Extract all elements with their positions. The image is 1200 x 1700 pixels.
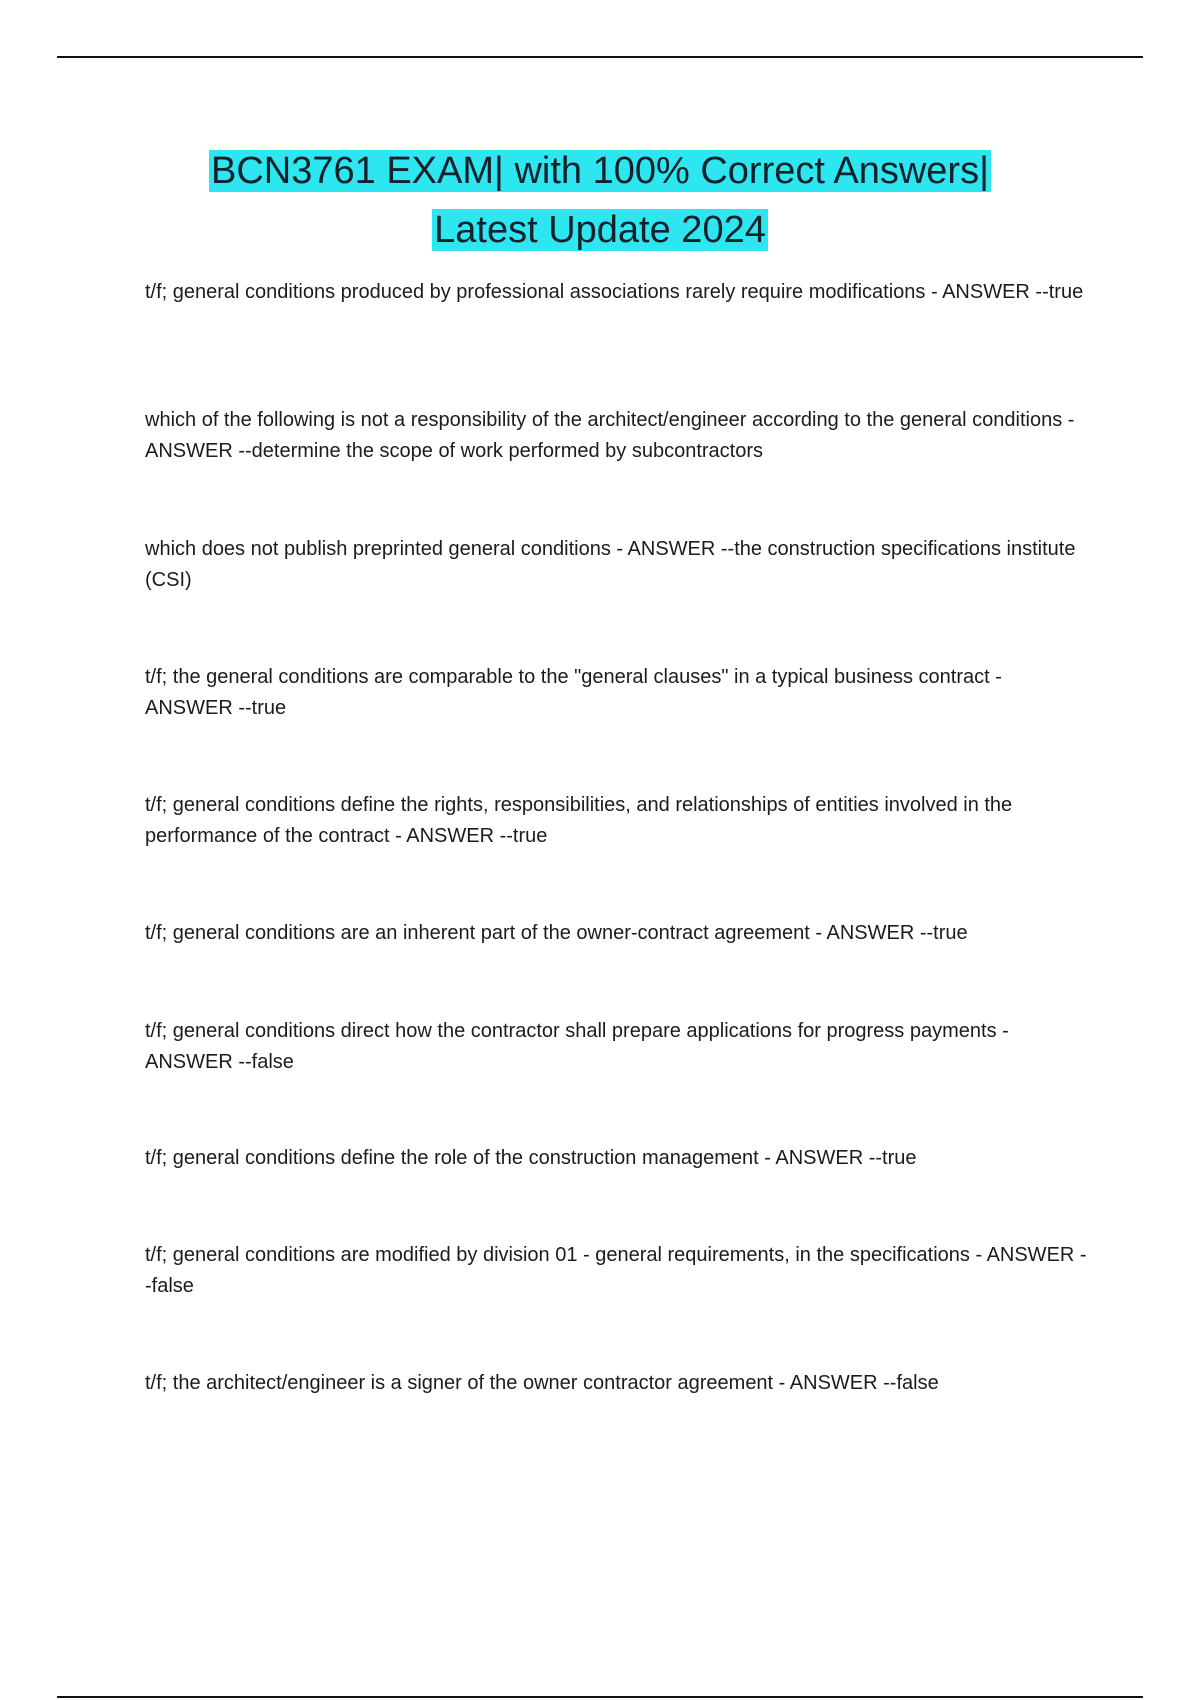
qa-item-5: t/f; general conditions define the rights, responsibilities, and relationships of entities involved in the performance of the contract - ANSWER --true [145,794,1013,847]
document-title [100,142,1100,260]
qa-item-2: which of the following is not a responsibility of the architect/engineer according to the general conditions - ANSWER --determine the scope of work performed by subcontractors [145,409,1075,462]
qa-item-9: t/f; general conditions are modified by division 01 - general requirements, in the specifications - ANSWER --false [145,1244,1087,1297]
title-line-1: BCN3761 EXAM| with 100% Correct Answers| [211,150,989,192]
qa-item-7: t/f; general conditions direct how the contractor shall prepare applications for progress payments - ANSWER --false [145,1020,1009,1073]
qa-item-8: t/f; general conditions define the role of the construction management - ANSWER --true [145,1147,917,1169]
bottom-divider [57,1696,1143,1698]
title-line-2: Latest Update 2024 [434,209,766,251]
qa-item-3: which does not publish preprinted general conditions - ANSWER --the construction specifications institute (CSI) [145,538,1076,591]
qa-item-10: t/f; the architect/engineer is a signer of the owner contractor agreement - ANSWER --false [145,1372,939,1394]
top-divider [57,56,1143,58]
qa-item-1: t/f; general conditions produced by professional associations rarely require modifications - ANSWER --true [145,281,1084,303]
qa-item-4: t/f; the general conditions are comparable to the "general clauses" in a typical business contract - ANSWER --true [145,666,1002,719]
qa-item-6: t/f; general conditions are an inherent part of the owner-contract agreement - ANSWER --true [145,922,968,944]
